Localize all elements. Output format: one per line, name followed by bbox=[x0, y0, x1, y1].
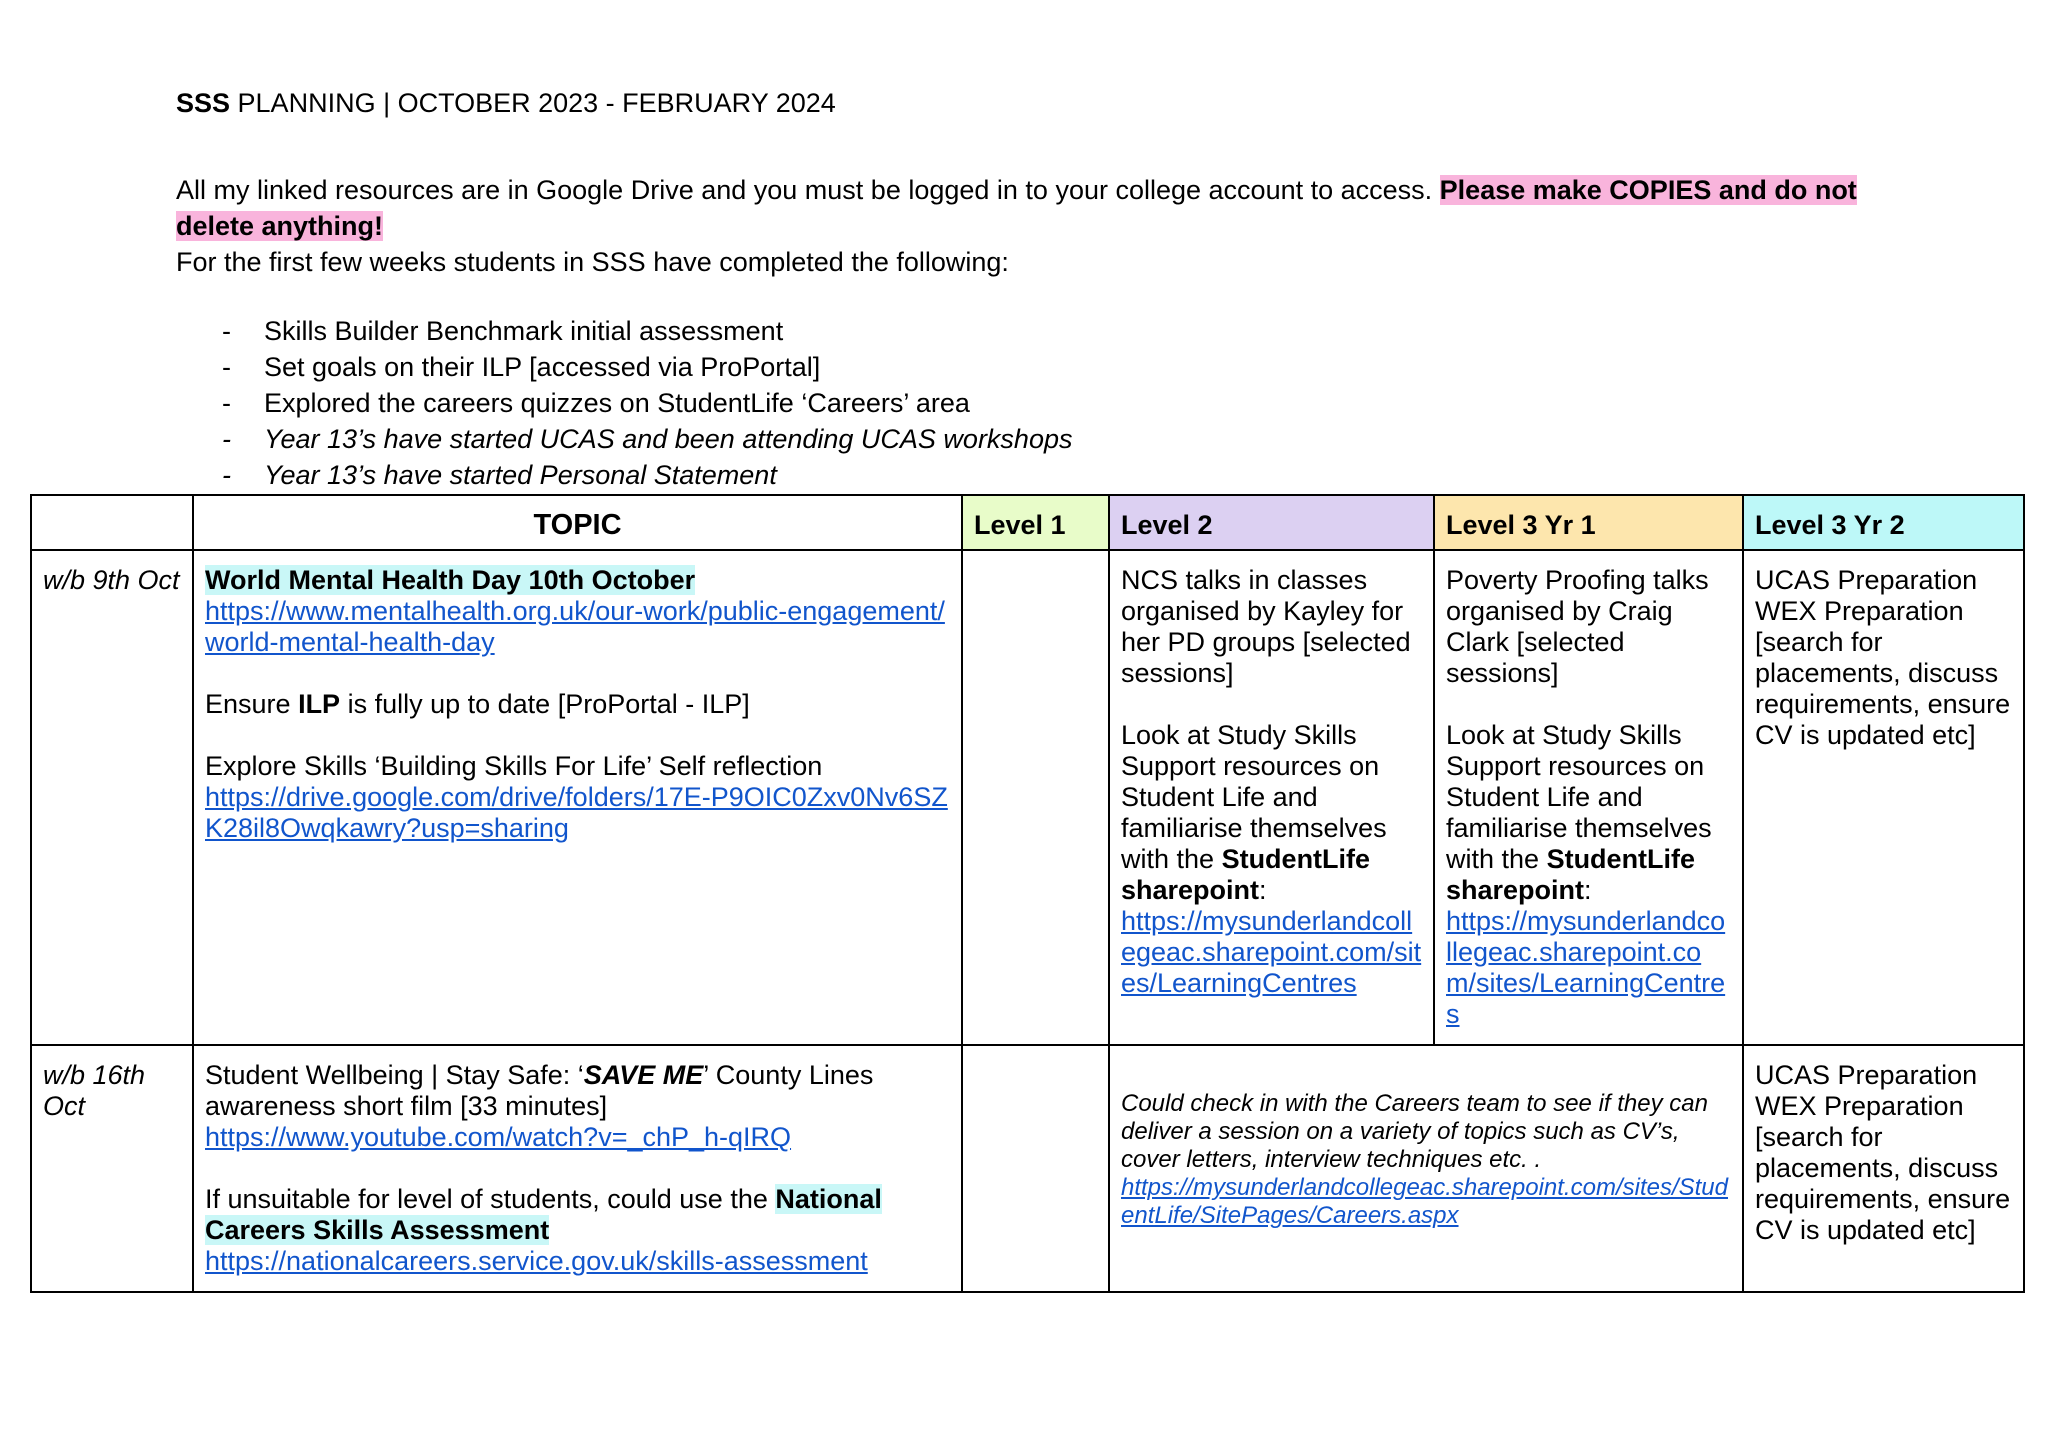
level3-yr1-text: Poverty Proofing talks organised by Craig Clark [selected sessions] bbox=[1446, 565, 1709, 688]
completed-list bbox=[218, 313, 1072, 493]
level2-cell bbox=[1109, 550, 1434, 1045]
topic-cell bbox=[193, 1045, 962, 1292]
level3-yr2-cell: UCAS Preparation WEX Preparation [search for placements, discuss requirements, ensure CV is updated etc] bbox=[1743, 1045, 2024, 1292]
title-rest: PLANNING | OCTOBER 2023 - FEBRUARY 2024 bbox=[230, 88, 836, 118]
list-item: - Year 13’s have started UCAS and been attending UCAS workshops bbox=[218, 421, 1072, 457]
explore-text: Explore Skills ‘Building Skills For Life’ Self reflection bbox=[205, 751, 823, 781]
wellbeing-text: Student Wellbeing | Stay Safe: ‘SAVE ME’ County Lines awareness short film [33 minutes] bbox=[205, 1060, 874, 1121]
topic-heading: World Mental Health Day 10th October bbox=[205, 565, 696, 595]
list-item: - Skills Builder Benchmark initial assessment bbox=[218, 313, 1072, 349]
level1-cell bbox=[962, 550, 1109, 1045]
level2-3-merged-cell bbox=[1109, 1045, 1743, 1292]
week-cell: w/b 16th Oct bbox=[31, 1045, 193, 1292]
level1-cell bbox=[962, 1045, 1109, 1292]
intro-line2: For the first few weeks students in SSS have completed the following: bbox=[176, 247, 1009, 277]
mental-health-link[interactable]: https://www.mentalhealth.org.uk/our-work/public-engagement/world-mental-health-day bbox=[205, 596, 945, 657]
level2-sharepoint-link[interactable]: https://mysunderlandcollegeac.sharepoint.com/sites/LearningCentres bbox=[1121, 906, 1422, 998]
intro-text bbox=[176, 172, 1896, 280]
level3-yr2-cell: UCAS Preparation WEX Preparation [search for placements, discuss requirements, ensure CV is updated etc] bbox=[1743, 550, 2024, 1045]
header-level3-yr2: Level 3 Yr 2 bbox=[1743, 495, 2024, 550]
careers-team-text: Could check in with the Careers team to see if they can deliver a session on a variety of topics such as CV’s, cover letters, interview techniques etc. . bbox=[1121, 1090, 1708, 1173]
header-topic: TOPIC bbox=[193, 495, 962, 550]
header-week bbox=[31, 495, 193, 550]
intro-highlight: Please make COPIES and do not delete anything! bbox=[176, 175, 1857, 241]
intro-line1: All my linked resources are in Google Drive and you must be logged in to your college account to access. bbox=[176, 175, 1440, 205]
list-item: - Year 13’s have started Personal Statement bbox=[218, 457, 1072, 493]
level3-yr1-study-skills: Look at Study Skills Support resources on Student Life and familiarise themselves with the StudentLife sharepoint: bbox=[1446, 720, 1712, 905]
level3-yr1-sharepoint-link[interactable]: https://mysunderlandcollegeac.sharepoint.com/sites/LearningCentres bbox=[1446, 906, 1726, 1029]
careers-assessment-text: If unsuitable for level of students, could use the National Careers Skills Assessment bbox=[205, 1184, 882, 1245]
header-level3-yr1: Level 3 Yr 1 bbox=[1434, 495, 1743, 550]
header-level1: Level 1 bbox=[962, 495, 1109, 550]
title-bold: SSS bbox=[176, 88, 231, 118]
national-careers-link[interactable]: https://nationalcareers.service.gov.uk/skills-assessment bbox=[205, 1246, 868, 1276]
careers-sharepoint-link[interactable]: https://mysunderlandcollegeac.sharepoint.com/sites/StudentLife/SitePages/Careers.aspx bbox=[1121, 1174, 1728, 1229]
table-row bbox=[31, 550, 2024, 1045]
week-cell: w/b 9th Oct bbox=[31, 550, 193, 1045]
drive-link[interactable]: https://drive.google.com/drive/folders/17E-P9OIC0Zxv0Nv6SZK28il8Owqkawry?usp=sharing bbox=[205, 782, 948, 843]
level3-yr1-cell bbox=[1434, 550, 1743, 1045]
youtube-link[interactable]: https://www.youtube.com/watch?v=_chP_h-qIRQ bbox=[205, 1122, 792, 1152]
table-row bbox=[31, 1045, 2024, 1292]
table-header-row bbox=[31, 495, 2024, 550]
header-level2: Level 2 bbox=[1109, 495, 1434, 550]
ilp-text: Ensure ILP is fully up to date [ProPortal - ILP] bbox=[205, 689, 750, 719]
topic-cell bbox=[193, 550, 962, 1045]
planning-table bbox=[30, 494, 2025, 1293]
level2-study-skills: Look at Study Skills Support resources on Student Life and familiarise themselves with the StudentLife sharepoint: bbox=[1121, 720, 1387, 905]
list-item: - Set goals on their ILP [accessed via ProPortal] bbox=[218, 349, 1072, 385]
level2-text: NCS talks in classes organised by Kayley for her PD groups [selected sessions] bbox=[1121, 565, 1411, 688]
list-item: - Explored the careers quizzes on StudentLife ‘Careers’ area bbox=[218, 385, 1072, 421]
page-title bbox=[176, 88, 836, 119]
